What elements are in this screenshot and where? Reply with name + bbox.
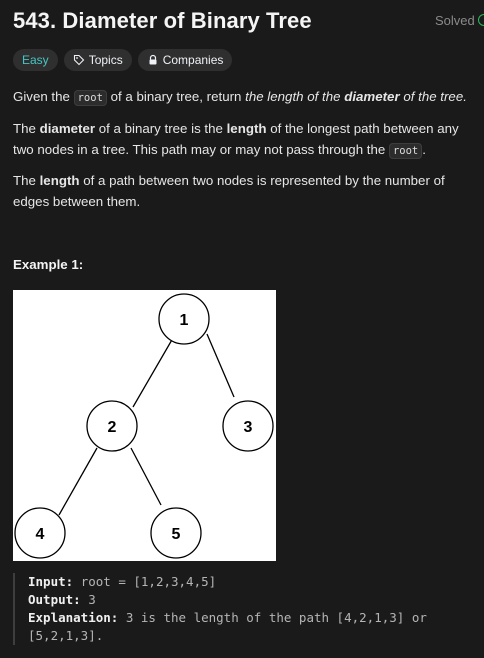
tree-edge <box>133 338 173 407</box>
solved-label: Solved <box>435 13 475 28</box>
inline-code: root <box>74 90 107 106</box>
tree-node-label: 4 <box>35 526 45 543</box>
tree-node-label: 3 <box>243 419 253 436</box>
tree-node-label: 1 <box>179 312 189 329</box>
lock-icon <box>147 54 159 66</box>
example-title: Example 1: <box>13 257 84 272</box>
inline-code: root <box>389 143 422 159</box>
companies-button[interactable] <box>138 49 233 71</box>
description-paragraph-3: The length of a path between two nodes is represented by the number of edges between them. <box>13 173 445 209</box>
tag-icon <box>73 54 85 66</box>
example-input-line: Input: root = [1,2,3,4,5] <box>28 574 217 589</box>
description-paragraph-1: Given the root of a binary tree, return the length of the diameter of the tree. <box>13 89 467 104</box>
tree-edge <box>131 448 161 505</box>
companies-label: Companies <box>162 53 224 67</box>
example-io-block <box>13 573 481 645</box>
difficulty-badge: Easy <box>13 49 58 71</box>
tag-row <box>13 49 232 71</box>
description-paragraph-2: The diameter of a binary tree is the length of the longest path between any two nodes in a tree. This path may or may not pass through the root . <box>13 121 459 157</box>
problem-title: 543. Diameter of Binary Tree <box>13 8 312 33</box>
example-explanation-line: Explanation: 3 is the length of the path [4,2,1,3] or [5,2,1,3]. <box>28 610 427 643</box>
tree-edge <box>207 334 234 397</box>
solved-status <box>435 13 484 28</box>
tree-edge <box>59 448 97 515</box>
tree-node-label: 2 <box>107 419 117 436</box>
topics-label: Topics <box>88 53 123 67</box>
tree-node-label: 5 <box>171 526 181 543</box>
topics-button[interactable] <box>64 49 132 71</box>
check-circle-icon <box>478 14 484 26</box>
example-output-line: Output: 3 <box>28 592 96 607</box>
binary-tree-diagram <box>13 290 276 561</box>
